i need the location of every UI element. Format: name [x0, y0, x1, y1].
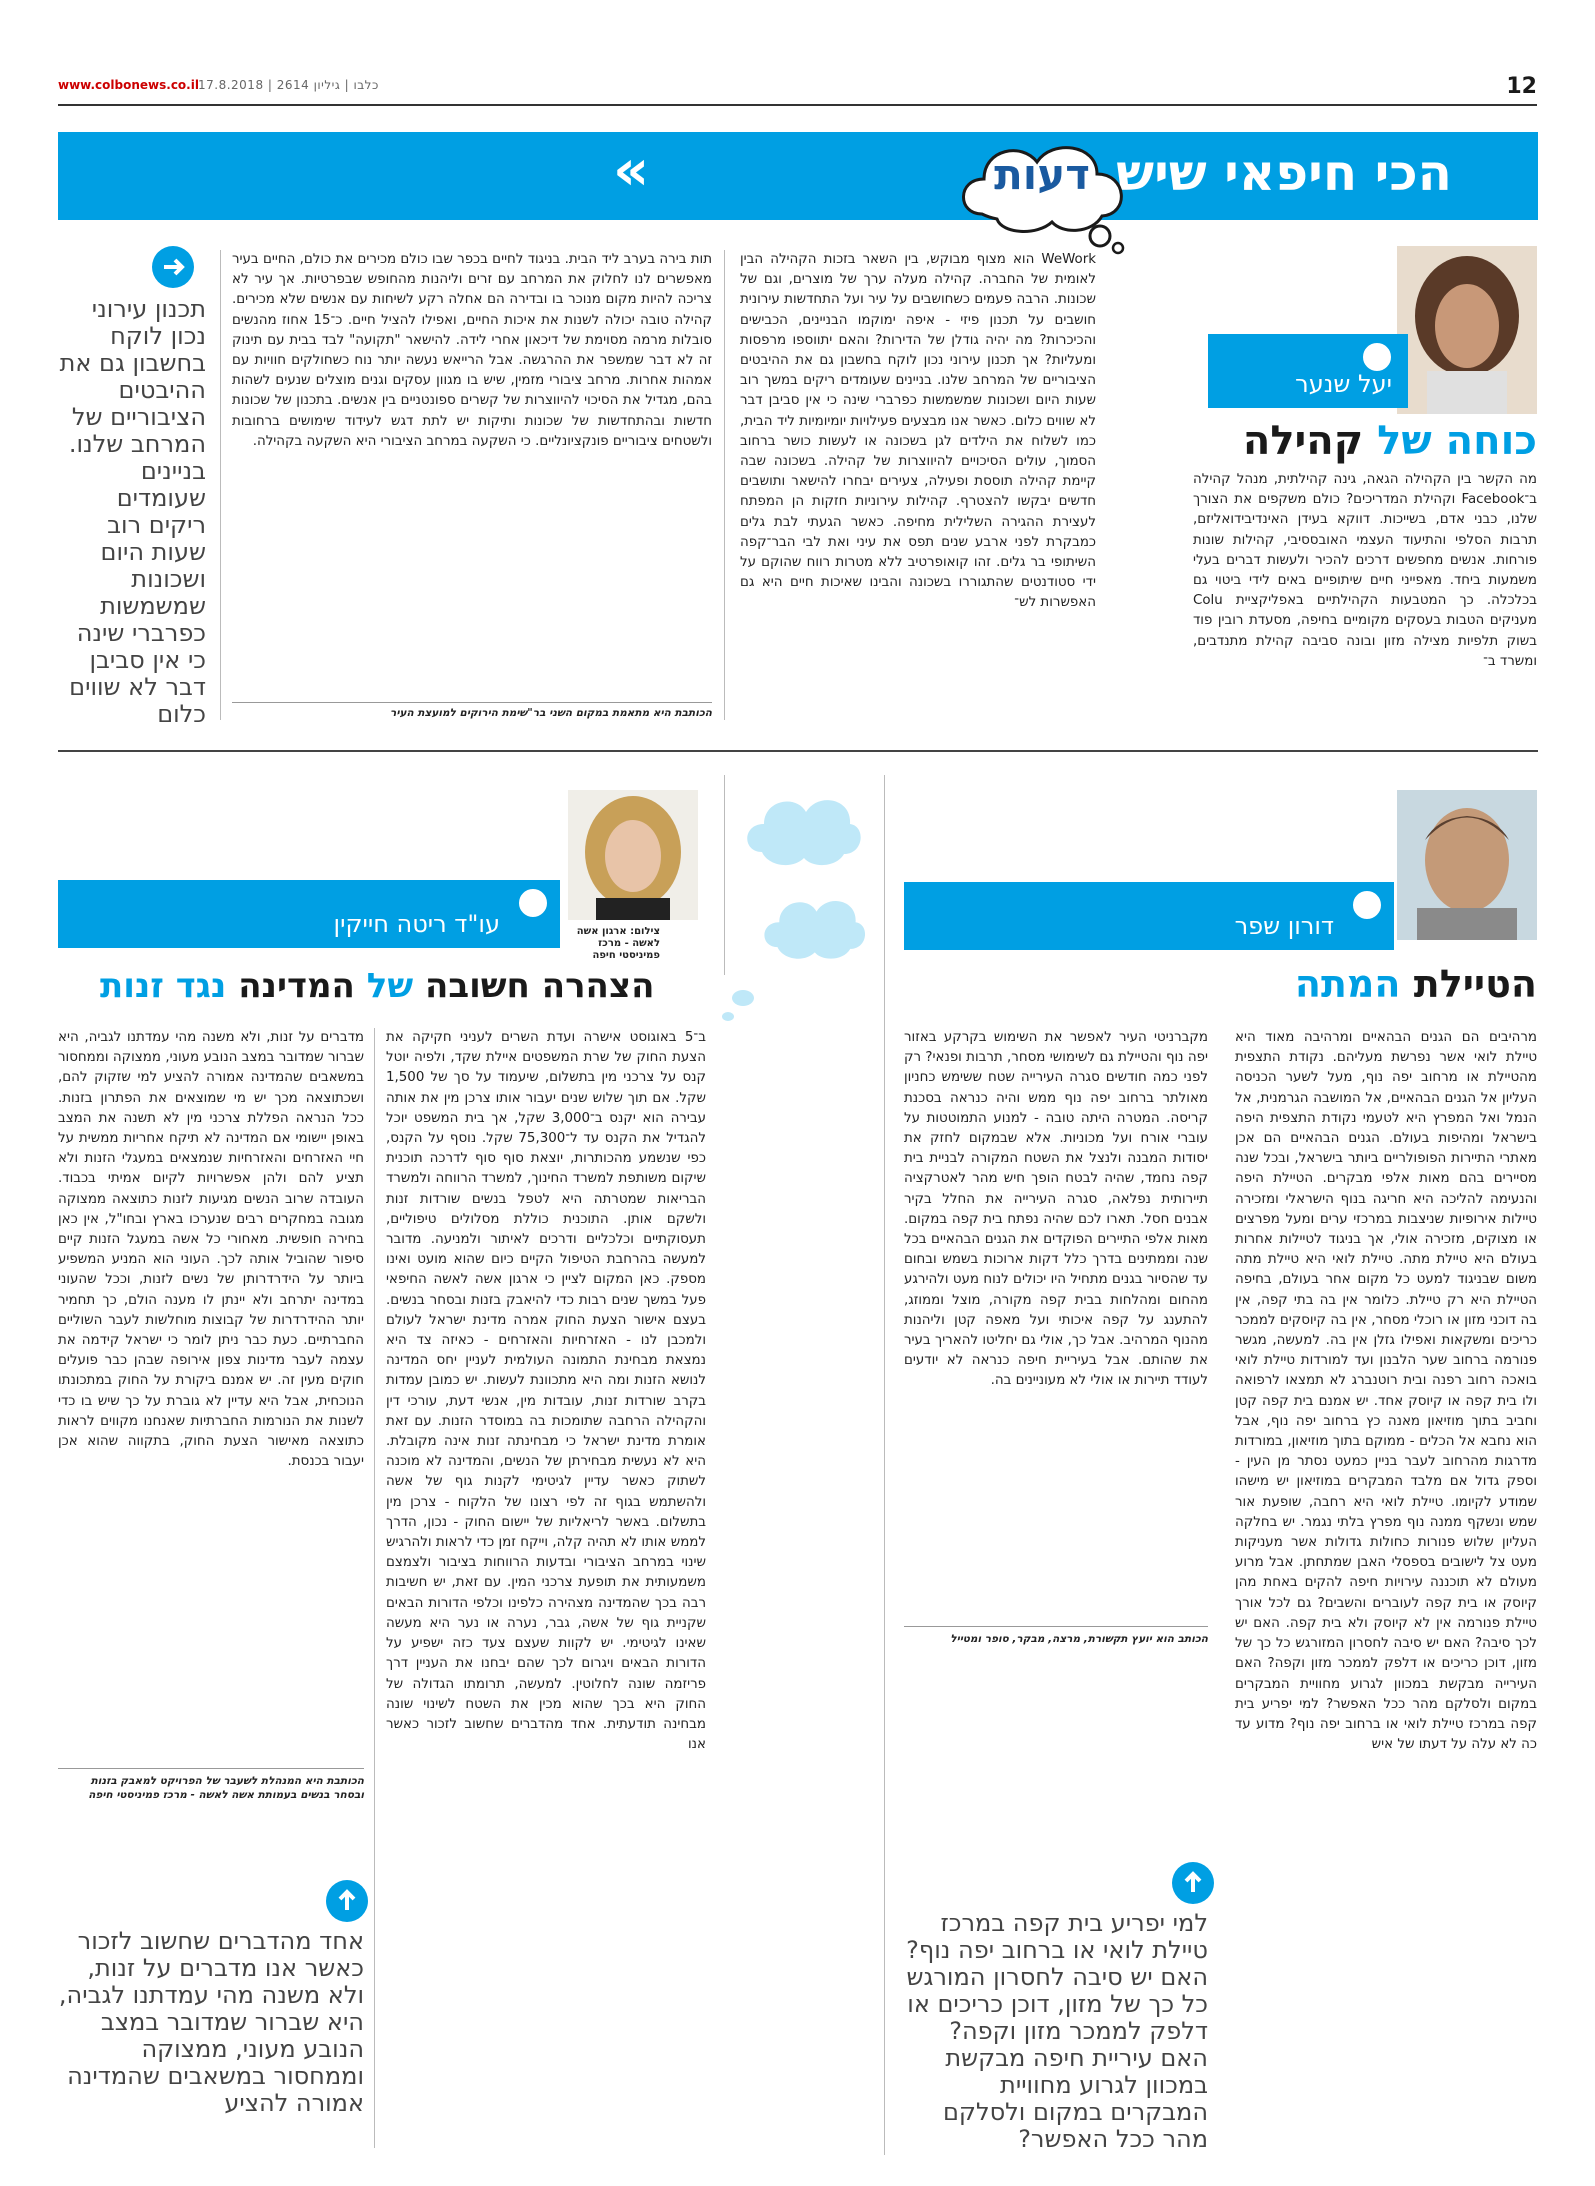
- section-label: דעות: [994, 150, 1090, 199]
- arrow-icon: [1350, 888, 1384, 922]
- author-bar: [1208, 334, 1408, 408]
- photo-credit: צילום: ארגון אשה לאשה - מרכז פמיניסטי חיפה: [576, 926, 660, 961]
- author-bar: [904, 882, 1394, 950]
- banner-title: הכי חיפאי שיש: [1116, 144, 1452, 202]
- headline-word: של: [1377, 418, 1432, 464]
- credit-rule: [904, 1626, 1208, 1627]
- page-number: 12: [1506, 74, 1537, 99]
- arrow-icon: [1360, 340, 1394, 374]
- article-headline: [1295, 962, 1537, 1006]
- header-rule: [58, 104, 1537, 106]
- article-column: [740, 250, 1096, 720]
- section-rule: [58, 750, 1538, 752]
- arrow-icon: [152, 246, 194, 288]
- headline-word: הצהרה: [541, 966, 655, 1006]
- page-header: [58, 76, 1537, 98]
- arrow-icon: [1172, 1862, 1214, 1904]
- author-name: יעל שנער: [1295, 370, 1392, 398]
- article-column: [232, 250, 712, 700]
- headline-word: קהילה: [1242, 418, 1364, 464]
- paragraph: מה הקשר בין הקהילה הגאה, גינה קהילתית, מנהל קהילה ב־Facebook וקהילת המדריכים? כולם משקפים את הצורך שלנו, כבני אדם, בשייכות. דווקא בעידן האינדיבידואליזם, תרבות הסלפי והתיעוד העצמי האובססיבי, קהילות שונות פורחות. אנשים מחפשים דרכים להכיר ולעשות דברים בעלי משמעות ביחד. מאפייני חיים שיתופיים באים לידי ביטוי גם בכלכלה. כך המטבעות הקהילתיים באפליקציית Colu מעניקים הטבות בעסקים מקומיים בחיפה, מסעדת רובין פוד בשוק תלפיות מצילה מזון ובונה סביבה קהילת מתנדבים, ומשרד ב־: [1193, 472, 1537, 669]
- author-bar: [58, 880, 560, 948]
- column-divider: [724, 775, 725, 975]
- author-name: דורון שפר: [1234, 912, 1334, 940]
- arrow-icon: [516, 886, 550, 920]
- article-column: [904, 1028, 1208, 1618]
- arrow-icon: [326, 1880, 368, 1922]
- chevron-icon: »: [613, 138, 650, 203]
- author-credit: הכותב הוא יועץ תקשורת, מרצה, מבקר, סופר ומטייל: [950, 1633, 1208, 1645]
- pull-quote: אחד מהדברים שחשוב לזכור כאשר אנו מדברים על זנות, ולא משנה מהי עמדתנו לגביה, היא שברור שמדובר במצב הנובע מעוני, ממצוקה וממחסור במשאבים שהמדינה אמורה להציע: [58, 1927, 364, 2117]
- article-column: [58, 1028, 364, 1748]
- credit-rule: [58, 1768, 364, 1769]
- paragraph: ב־5 באוגוסט אישרה ועדת השרים לעניני חקיקה את הצעת החוק של שרת המשפטים איילת שקד, ולפיה יוטל קנס על צרכני מין בתשלום, שיעמוד על סך של 1,500 שקל. אם תוך שלוש שנים יעבור אותו צרכן מין את אותה עבירה הוא יקנס ב־3,000 שקל, אך בית המשפט יוכל להגדיל את הקנס עד ל־75,300 שקל. נוסף על הקנס, כפי שנשמע מהכותרות, יוצאת סוף סוף לדרכה תוכנית שיקום משותפת למשרד החינוך, למשרד הרווחה ולמשרד הבריאות שמטרתה היא לטפל בנשים שורדות זנות ולשקם אותן. התוכנית כוללת מסלולים טיפוליים, תעסוקתיים וכלכליים ודרכים לאיתור ולמניעה. מדובר למעשה בהרחבת הטיפול הקיים כיום שהוא מועט ואינו מספק. כאן המקום לציין כי ארגון אשה לאשה החיפאי פעל במשך שנים רבות כדי להיאבק בזנות ובסחר בנשים. בעצם אישור הצעת החוק אמרה מדינת ישראל לעולם ולמכבן לנו - האזרחיות והאזרחים - כאיזה צד היא נמצאת מבחינת התמונה העולמית לעניין יחס המדינה לנושא הזנות ומה היא מתכוונת לעשות. יש כמובן עמדות בקרב שורדות זנות, עובדות מין, אנשי דעת, עורכי דין והקהילה הרחבה שתומכות בה במוסדר הזנות. עם זאת אומרת מדינת ישראל כי מבחינתה זנות אינה מקובלת. היא לא נעשית מבחירתן של הנשים, והמדינה לא מוכנה לשתוק כאשר עדיין לגיטימי לקנות גוף של אשה ולהשתמש בגוף זה לפי רצונו של הלקוח - צרכן מין בתשלום. באשר לריאליות של יישום החוק - נכון, הדרך לממש אותו לא תהיה קלה, וייקח זמן כדי לראות ולהרגיש שינוי במרחב הציבורי ובדעות הרווחות בציבור ולצמצם משמעותית את תופעת צרכני המין. עם זאת, יש חשיבות רבה בכך שהמדינה מצהירה כלפינו וכלפי הדורות הבאים שקניית גוף של אשה, גבר, נערה או נער היא מעשה שאינו לגיטימי. יש לקוות שעצם צעד כזה ישפיע על הדורות הבאים ויגרום לכך שהם יבחנו את העניין דרך פריזמה שונה לחלוטין. למעשה, תרומתו הגדולה של החוק היא בכך שהוא מכין את השטח לשינוי שונה מבחינה תודעתית. אחד מהדברים שחשוב לזכור כאשר אנו: [386, 1030, 706, 1753]
- cloud-bubble-icon: [722, 1012, 734, 1021]
- article-column: [1235, 1028, 1537, 2128]
- paragraph: מדברים על זנות, ולא משנה מהי עמדתנו לגביה, היא שברור שמדובר במצב הנובע מעוני, ממצוקה וממחסור במשאבים שהמדינה אמורה להציע למי שזקוק להם, ושכתוצאה מכך יש מי שמוצאים את הפתרון בזנות. ככל הנראה הפללת צרכני מין לא תשנה את המצב באופן יישומי אם המדינה לא תיקח אחריות ממשית על חיי האזרחים והאזרחיות שנמצאים במעגלי הזנות ולא תציע להם ולהן אפשרויות לקיום אמיתי בכבוד. העובדה שרוב הנשים מגיעות לזנות כתוצאה ממצוקה מגובה במחקרים רבים שנערכו בארץ ובחו"ל, אין כאן בחירה חופשית. מאחורי כל אשה במעגל הזנות קיים סיפור שהוביל אותה לכך. העוני הוא המניע המשפיע ביותר על הידרדרותן של נשים לזנות, וככל שהעוני במדינה יתרחב ולא יינתן לו מענה הולם, כך תחמיר יותר ההידרדרות של קבוצות מוחלשות לעבר השוליים החברתיים. כעת כבר ניתן לומר כי ישראל קידמה את עצמה לעבר מדינות צפון אירופה שבהן כבר פועלים חוקים מעין זה. יש אמנם ביקורת על החוק במתכונתו הנוכחית, אבל היא עדיין לא גוברת על כך שיש בו כדי לשנות את הנורמות החברתיות שאנחנו מקווים לראות כתוצאה מאישור הצעת החוק, בתקווה שהוא אכן יעבור בכנסת.: [58, 1030, 364, 1470]
- credit-rule: [232, 702, 712, 703]
- column-divider: [374, 1028, 375, 2148]
- paragraph: מקברניטי העיר לאפשר את השימוש בקרקע באזור יפה נוף והטיילת גם לשימושי מסחר, תרבות ופנאי? רק לפני כמה חודשים סגרה העירייה שטח ששימש כחניון מאולתר ברחוב יפה נוף ממש והיה כנראה בסכנת קריסה. המטרה היתה טובה - למנוע התמוטטות על עוברי אורח ועל מכוניות. אלא שבמקום לחזק את יסודות המבנה ולנצל את השטח המקורה לבניית בית קפה נחמד, שהיה לבטח הופך חיש מהר לאטרקציה תיירותית נפלאה, סגרה העירייה את החלל בקיר אבנים חסל. תארו לכם שהיה נפתח בית קפה במקום. מאות אלפי התיירים הפוקדים את הגנים הבהאיים בכל שנה וממתינים בדרך כלל דקות ארוכות בשמש ובחום עד שהסיור בגנים מתחיל היו יכולים לנוח מעט ולהירגע מהחום ומהלחות בבית קפה מקורה, מוצל וממוזג, להתענג על קפה איכותי ועל מאפה קטן וליהנות מהנוף המרהיב. אבל כך, אולי גם יחליטו להאריך בעיר את שהותם. אבל בעיריית חיפה כנראה לא יודעים לעודד תיירות או אולי לא מעוניינים בה.: [904, 1030, 1208, 1389]
- issue-meta: כלבו | גיליון 2614 | 17.8.2018: [198, 78, 379, 92]
- article-column: [1193, 470, 1537, 720]
- pull-quote: למי יפריע בית קפה במרכז טיילת לואי או ברחוב יפה נוף? האם יש סיבה לחסרון המורגש כל כך של מזון, דוכן כריכים או דלפק לממכר מזון וקפה? האם עיריית חיפה מבקשת במכוון לגרוע מחוויית המבקרים במקום ולסלקם מהר ככל האפשר?: [906, 1909, 1208, 2153]
- headline-word: של: [366, 966, 414, 1006]
- article-headline: [1243, 418, 1537, 464]
- cloud-bubble-icon: [732, 990, 754, 1006]
- site-url[interactable]: www.colbonews.co.il: [58, 78, 199, 92]
- author-name: עו"ד ריטה חייקין: [333, 910, 500, 938]
- paragraph: WeWork הוא מצוף מבוקש, בין השאר בזכות הקהילה הבין לאומית של החברה. קהילה מעלה ערך של מוצרים, וגם של שכונות. הרבה פעמים כשחושבים על עיר ועל התחדשות עירונית חושבים על תכנון פיזי - איפה ימוקמו הבניינים, הכבישים והכיכרות? מה יהיה גודלן של הדירות? והאם יתווספו מרפסות ומעליות? אך תכנון עירוני נכון לוקח בחשבון גם את ההיבטים הציבוריים של המרחב שלנו. בניינים שעומדים ריקים במשך רוב שעות היום ושכונות שמשמשות כפרברי שינה כי אין סביבן דבר לא שווים כלום. כאשר אנו מבצעים פעילויות יומיומיות ליד הבית, כמו לשלוח את הילדים לגן בשכונה או לעשות כושר ברחוב הסמוך, עולים הסיכויים להיווצרות של קהילה. בשכונה שבה קיימת קהילה תוססת ופעילה, צעירים יבחרו להישאר ותושבים חדשים יבקשו להצטרף. קהילות עירוניות חזקות הן המפתח לעצירת ההגירה השלילית מחיפה. כאשר הגעתי לבת גלים כמבקרת לפני ארבע שנים תפס את עיני ואת לבי הבר־קפה השיתופי בר גלים. זהו קואופרטיב ללא מטרות רווח שהוקם על ידי סטודנטים שהתגוררו בשכונה והבינו שאיכות חיים היא גם האפשרות לש־: [740, 252, 1096, 611]
- author-credit: הכותבת היא המנהלת לשעבר של הפרויקט למאבק בזנות ובסחר בנשים בעמותת אשה לאשה - מרכז פמיניסטי חיפה: [88, 1775, 364, 1801]
- column-divider: [220, 250, 221, 720]
- headline-word: חשובה: [424, 966, 530, 1006]
- column-divider: [884, 775, 885, 2155]
- headline-word: המדינה: [238, 966, 355, 1006]
- section-banner: [58, 132, 1538, 220]
- article-column: [386, 1028, 706, 2148]
- article-headline: [100, 966, 654, 1006]
- paragraph: תות בירה בערב ליד הבית. בניגוד לחיים בכפר שבו כולם מכירים את כולם, החיים בעיר מאפשרים לנו לחלוק את המרחב עם זרים וליהנות מהחופש שבפרטיות. אך עיר לא צריכה להיות מקום מנוכר בו ובדירה הם אחלה רקע לשיחות עם אנשים שלא מכירים. קהילה טובה יכולה לשנות את איכות החיים, ואפילו להציל חיים. כ־15 אחוז מהנשים סובלות מרמה מסוימת של דיכאון אחרי לידה. להישאר "תקועה" לבד בבית עם תינוק זה לא דבר שמשפר את ההרגשה. אבל הרייאש נעשה יותר נוח כשחולקים חוויות עם אמהות אחרות. מרחב ציבורי מזמין, שיש בו מגוון עסקים וגנים מוצלים שנעים לשהות בהם, מגדיל את הסיכוי להיווצרות של קשרים ספונטניים בין אנשים. בתכנון של שכונות חדשות ובהתחדשות של שכונות ותיקות יש לתת דגש לעידוד שימושים ברחובות ולשטחים ציבוריים פונקציונליים. כי השקעה במרחב הציבורי היא השקעה בקהילה.: [232, 252, 712, 449]
- section-cloud: [952, 134, 1132, 254]
- headline-word: המתה: [1294, 962, 1401, 1006]
- author-photo: [1397, 790, 1537, 940]
- paragraph: מרהיבים הם הגנים הבהאיים ומרהיבה מאוד היא טיילת לואי אשר נפרשת מעליהם. נקודת התצפית מהטיילת או מרחוב יפה נוף, מעל לשער הכניסה העליון אל הגנים הבהאיים, אל המושבה הגרמנית, אל הנמל ואל המפרץ היא לטעמי נקודת התצפית היפה בישראל ומהיפות בעולם. הגנים הבהאיים הם אכן מאתרי התיירות הפופולריים ביותר בישראל, ובכל שנה מסיירים בהם מאות אלפי מבקרים. הטיילת היפה והנעימה להליכה היא חריגה בנוף הישראלי ומזכירה טיילות אירופיות שניצבות במרכזי ערים ומעל מפרצים או מצוקים, מזכירה אולי, אך בניגוד לטיילות אחרות בעולם היא טיילת מתה. טיילת לואי היא טיילת מתה משום שבניגוד למעט כל מקום אחר בעולם, בחיפה הטיילת היא רק טיילת. כלומר אין בה בתי קפה, אין בה דוכני מזון או רוכלי מסחר, אין בה קיוסקים לממכר כריכים ומשקאות ואפילו גזלן אין בה. למעשה, מגשר פנורמה ברחוב שער הלבנון ועד למורדות טיילת לואי בואכה רחוב רפנה ובית רוטנברג לא תמצאו לרפואה ולו בית קפה או קיוסק אחד. יש אמנם בית קפה קטן וחביב בתוך מוזיאון מאנה כץ ברחוב יפה נוף, אבל הוא נחבא אל הכלים - ממוקם בתוך מוזיאון, במורדות מדרגות מהרחוב לעבר בניין כמעט נסתר מן העין - וספק גדול אם מלבד המבקרים במוזיאון יש מישהו שמודע לקיומו. טיילת לואי היא רחבה, שופעת אור שמש ונשקף ממנה נוף מפרץ בלתי נגמר. יש בחלקה העליון שלוש פנורות כחולות גדולות אשר מעניקות מעט צל לישובים בספסלי האבן שמתחתן. אבל מרוע מעולם לא תוכננה עירויות חיפה להקים באחת מהן קיוסק או בית קפה לעוברים והשבים? גם לכל אורך טיילת פנורמה אין לא קיוסק ולא בית קפה. האם יש לכך סיבה? האם יש סיבה לחסרון המזורגש כל כך של מזון, דוכן כריכים או דלפק לממכר מזון וקפה? האם העירייה מבקשת במכוון לגרוע מחוויית המבקרים במקום ולסלקם מהר ככל האפשר? למי יפריע בית קפה במרכז טיילת לואי או ברחוב יפה נוף? מדוע עד כה לא עלה על דעתו של איש: [1235, 1030, 1537, 1753]
- headline-word: נגד זנות: [100, 966, 227, 1006]
- cloud-icon: [740, 790, 864, 884]
- author-photo: [1397, 246, 1537, 414]
- author-credit: הכותבת היא מתאמת במקום השני בר"שימת הירוקים למועצת העיר: [390, 707, 712, 719]
- headline-word: כוחה: [1445, 418, 1537, 464]
- pull-quote: תכנון עירוני נכון לוקח בחשבון גם את ההיבטים הציבוריים של המרחב שלנו. בניינים שעומדים ריקים רוב שעות היום ושכונות שמשמשות כפרברי שינה כי אין סביבן דבר לא שווים כלום: [59, 295, 206, 728]
- column-divider: [724, 250, 725, 720]
- headline-word: הטיילת: [1413, 962, 1537, 1006]
- author-photo: [568, 790, 698, 920]
- cloud-icon: [758, 892, 868, 976]
